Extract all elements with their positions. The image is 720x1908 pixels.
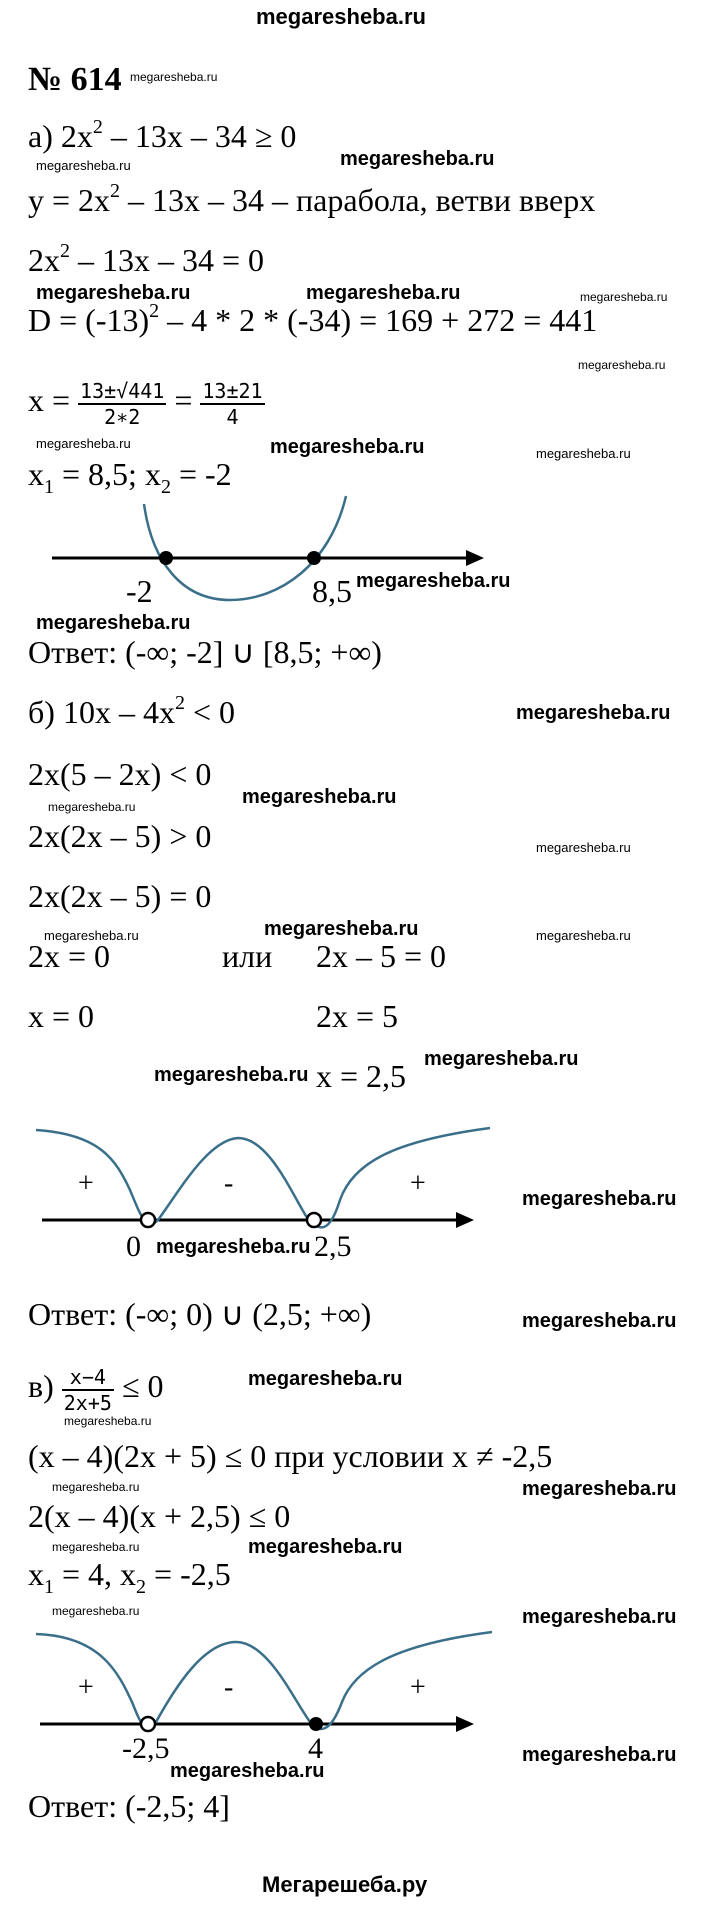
watermark: megaresheba.ru bbox=[64, 1414, 152, 1428]
root-point-empty bbox=[307, 1213, 321, 1227]
watermark: megaresheba.ru bbox=[44, 928, 139, 943]
watermark: megaresheba.ru bbox=[156, 1236, 311, 1258]
part-a-function: $y = 2x^2 - 13x - 34$ – парабола, ветви вверх bbox=[28, 180, 596, 218]
part-b-step5: x = 0 2x = 5 bbox=[28, 998, 399, 1034]
watermark: megaresheba.ru bbox=[424, 1048, 579, 1070]
watermark: megaresheba.ru bbox=[52, 1540, 140, 1554]
part-c-step1: (x – 4)(2x + 5) ≤ 0 при условии x ≠ -2,5 bbox=[28, 1438, 553, 1474]
axis-label: 0 bbox=[126, 1230, 141, 1260]
watermark: megaresheba.ru bbox=[52, 1480, 140, 1494]
watermark: megaresheba.ru bbox=[170, 1760, 325, 1782]
root-point-filled bbox=[159, 551, 173, 565]
part-b-step2: 2x(2x – 5) > 0 bbox=[28, 818, 212, 854]
sign-label: - bbox=[224, 1168, 234, 1199]
watermark: megaresheba.ru bbox=[578, 358, 666, 372]
watermark: megaresheba.ru bbox=[270, 436, 425, 458]
watermark: megaresheba.ru bbox=[36, 158, 131, 173]
axis-label: 4 bbox=[308, 1732, 323, 1762]
part-b-answer: Ответ: (-∞; 0) ∪ (2,5; +∞) bbox=[28, 1296, 372, 1332]
axis-label: 2,5 bbox=[314, 1230, 352, 1260]
watermark: megaresheba.ru bbox=[522, 1478, 677, 1500]
fraction: $\frac{13\pm 21}{4}$ bbox=[202, 378, 263, 429]
root-point-empty bbox=[141, 1213, 155, 1227]
watermark: megaresheba.ru bbox=[248, 1536, 403, 1558]
problem-title: № 614 bbox=[28, 61, 122, 98]
sign-label: + bbox=[410, 1168, 426, 1199]
watermark: megaresheba.ru bbox=[536, 840, 631, 855]
watermark: megaresheba.ru bbox=[536, 928, 631, 943]
part-a-answer: Ответ: (-∞; -2] ∪ [8,5; +∞) bbox=[28, 634, 382, 670]
watermark: megaresheba.ru bbox=[516, 702, 671, 724]
part-b-step3: 2x(2x – 5) = 0 bbox=[28, 878, 212, 914]
arrow-head-icon bbox=[466, 550, 484, 566]
sign-label: - bbox=[224, 1672, 234, 1703]
number-line-a bbox=[0, 490, 720, 630]
watermark: megaresheba.ru bbox=[306, 282, 461, 304]
sign-label: + bbox=[410, 1672, 426, 1703]
part-c-answer: Ответ: (-2,5; 4] bbox=[28, 1788, 230, 1824]
arrow-head-icon bbox=[456, 1716, 474, 1732]
watermark: megaresheba.ru bbox=[36, 612, 191, 634]
part-a-discriminant: $D = (-13)^2 - 4 * 2 * (-34) = 169 + 272 = 441$ bbox=[28, 300, 598, 338]
watermark: megaresheba.ru bbox=[48, 800, 136, 814]
watermark: megaresheba.ru bbox=[522, 1310, 677, 1332]
header-watermark[interactable]: megaresheba.ru bbox=[256, 4, 426, 29]
sign-label: + bbox=[78, 1672, 94, 1703]
watermark: megaresheba.ru bbox=[340, 148, 495, 170]
watermark: megaresheba.ru bbox=[264, 918, 419, 940]
watermark: megaresheba.ru bbox=[52, 1604, 140, 1618]
axis-label: -2 bbox=[126, 573, 153, 609]
part-b-inequality: б) $10x - 4x^2 < 0$ bbox=[28, 692, 235, 730]
arrow-head-icon bbox=[456, 1212, 474, 1228]
watermark: megaresheba.ru bbox=[522, 1606, 677, 1628]
part-a-equation: $2x^2 - 13x - 34 = 0$ bbox=[28, 240, 265, 278]
watermark: megaresheba.ru bbox=[536, 446, 631, 461]
root-point-filled bbox=[307, 551, 321, 565]
fraction: $\frac{x-4}{2x+5}$ bbox=[63, 1364, 112, 1415]
footer-watermark[interactable]: Мегарешеба.ру bbox=[262, 1872, 428, 1897]
watermark: megaresheba.ru bbox=[248, 1368, 403, 1390]
axis-label: 8,5 bbox=[312, 573, 352, 609]
root-point-filled bbox=[309, 1717, 323, 1731]
part-c-step2: 2(x – 4)(x + 2,5) ≤ 0 bbox=[28, 1498, 291, 1534]
sign-chart-c bbox=[0, 1612, 720, 1762]
part-c-roots: $x_1 = 4$, $x_2 = -2,5$ bbox=[28, 1556, 231, 1598]
watermark: megaresheba.ru bbox=[522, 1744, 677, 1766]
watermark: megaresheba.ru bbox=[36, 282, 191, 304]
watermark: megaresheba.ru bbox=[36, 436, 131, 451]
fraction: $\frac{13\pm√441}{2∗2}$ bbox=[80, 378, 165, 429]
sign-label: + bbox=[78, 1168, 94, 1199]
part-a-roots-formula: x = $\frac{13\pm√441}{2∗2}$ = $\frac{13\pm 21}{4}$ bbox=[28, 378, 263, 429]
watermark: megaresheba.ru bbox=[356, 570, 511, 592]
watermark: megaresheba.ru bbox=[242, 786, 397, 808]
part-c-inequality: в) $\frac{x-4}{2x+5}$ ≤ 0 bbox=[28, 1364, 164, 1415]
watermark: megaresheba.ru bbox=[580, 290, 668, 304]
part-b-step4: 2x = 0 или 2x – 5 = 0 bbox=[28, 938, 447, 974]
part-b-step1: 2x(5 – 2x) < 0 bbox=[28, 756, 212, 792]
watermark: megaresheba.ru bbox=[130, 70, 218, 84]
part-a-roots: $x_1 = 8,5$; $x_2 = -2$ bbox=[28, 456, 232, 498]
watermark: megaresheba.ru bbox=[522, 1188, 677, 1210]
root-point-empty bbox=[141, 1717, 155, 1731]
axis-label: -2,5 bbox=[122, 1732, 170, 1762]
part-b-step6: x = 2,5 bbox=[316, 1058, 407, 1094]
part-a-inequality: а) $2x^2 - 13x - 34 \ge 0$ bbox=[28, 116, 297, 154]
watermark: megaresheba.ru bbox=[154, 1064, 309, 1086]
